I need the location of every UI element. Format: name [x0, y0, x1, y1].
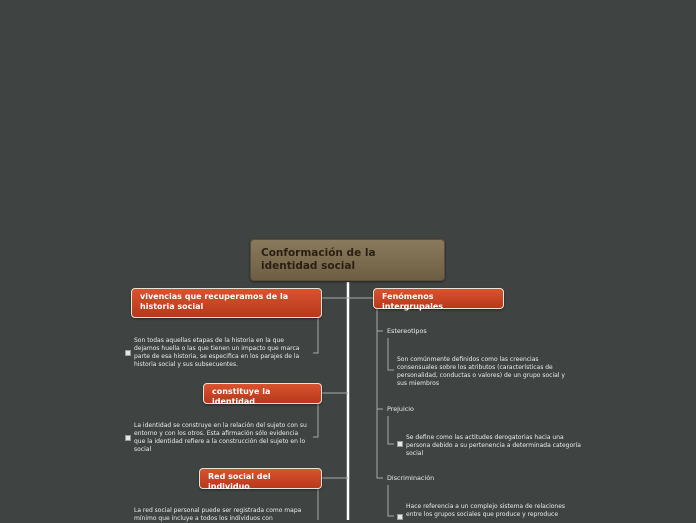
topic-label: vivencias que recuperamos de la historia social [140, 292, 289, 311]
note-icon [397, 441, 403, 447]
subtopic-estereotipos[interactable]: Estereotipos [387, 327, 427, 335]
subtopic-tree-right [377, 309, 383, 478]
topic-label: Fenómenos intergrupales [382, 292, 444, 311]
note-bracket-right-3 [388, 485, 394, 516]
root-topic[interactable] [250, 239, 445, 281]
topic-constituye-identidad[interactable] [203, 383, 322, 404]
note-discriminacion: Hace referencia a un complejo sistema de relaciones entre los grupos sociales que produce y reproduce [406, 503, 566, 518]
topic-fenomenos-intergrupales[interactable] [373, 288, 504, 309]
subtopic-discriminacion[interactable]: Discriminación [387, 474, 435, 482]
note-estereotipos: Son comúnmente definidos como las creencias consensuales sobre los atributos (características de personalidad, conductas o valores) de un grupo social y sus miembros [397, 356, 565, 387]
root-topic-title: Conformación de la identidad social [261, 247, 376, 272]
subtopic-prejuicio[interactable]: Prejuicio [387, 405, 414, 413]
note-red-social: La red social personal puede ser registrada como mapa mínimo que incluye a todos los individuos con [134, 507, 302, 522]
note-icon [125, 350, 131, 356]
note-icon [397, 514, 403, 520]
topic-label: constituye la identidad [212, 387, 271, 406]
topic-vivencias[interactable] [131, 288, 322, 318]
note-icon [125, 435, 131, 441]
note-bracket-left-1 [313, 318, 318, 353]
note-bracket-left-2 [313, 404, 318, 437]
note-bracket-right-1 [388, 338, 394, 370]
note-constituye-identidad: La identidad se construye en la relación del sujeto con su entorno y con los otros. Esta afirmación sólo evidencia que la identidad refiere a la construcción del sujeto en lo social [134, 422, 307, 453]
topic-red-social[interactable] [199, 468, 322, 489]
note-vivencias: Son todas aquellas etapas de la historia en la que dejamos huella o las que tienen un impacto que marca parte de esa historia, se especifica en los parajes de la historia social y sus subsecuentes. [134, 337, 300, 368]
topic-label: Red social del individuo [208, 472, 271, 491]
note-prejuicio: Se define como las actitudes derogatorias hacia una persona debido a su pertenencia a determinada categoría social [406, 434, 581, 457]
note-bracket-right-2 [388, 416, 394, 444]
